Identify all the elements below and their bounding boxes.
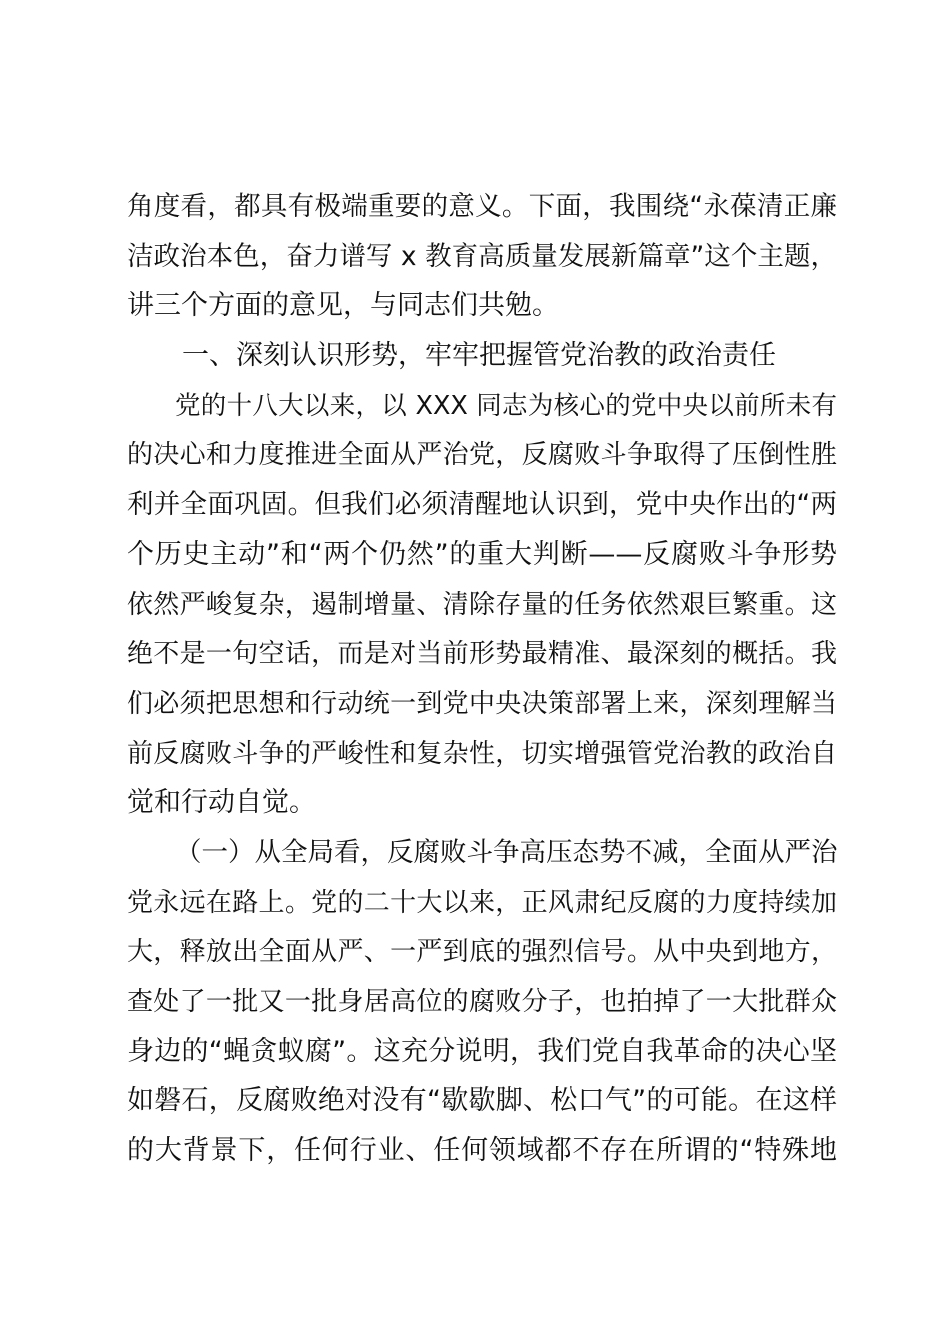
paragraph-line: 身边的“蝇贪蚁腐”。这充分说明，我们党自我革命的决心坚 bbox=[127, 1036, 837, 1067]
paragraph-line: 角度看，都具有极端重要的意义。下面，我围绕“永葆清正廉 bbox=[127, 191, 837, 222]
paragraph-line: 洁政治本色，奋力谱写 x 教育高质量发展新篇章”这个主题， bbox=[127, 241, 837, 272]
paragraph-line: 依然严峻复杂，遏制增量、清除存量的任务依然艰巨繁重。这 bbox=[127, 590, 837, 620]
paragraph-line: 的大背景下，任何行业、任何领域都不存在所谓的“特殊地 bbox=[127, 1135, 837, 1166]
paragraph-line: 如磐石，反腐败绝对没有“歇歇脚、松口气”的可能。在这样 bbox=[127, 1085, 837, 1116]
paragraph-line: 大，释放出全面从严、一严到底的强烈信号。从中央到地方， bbox=[127, 937, 837, 967]
paragraph-line: 前反腐败斗争的严峻性和复杂性，切实增强管党治教的政治自 bbox=[127, 739, 837, 769]
paragraph-line: 查处了一批又一批身居高位的腐败分子，也拍掉了一大批群众 bbox=[127, 987, 837, 1017]
paragraph-line: 党永远在路上。党的二十大以来，正风肃纪反腐的力度持续加 bbox=[127, 888, 837, 918]
paragraph-line: 绝不是一句空话，而是对当前形势最精准、最深刻的概括。我 bbox=[127, 639, 837, 669]
paragraph-line: 个历史主动”和“两个仍然”的重大判断——反腐败斗争形势 bbox=[127, 539, 837, 570]
paragraph-line: 的决心和力度推进全面从严治党，反腐败斗争取得了压倒性胜 bbox=[127, 440, 837, 470]
subsection-heading-line: （一）从全局看，反腐败斗争高压态势不减，全面从严治 bbox=[175, 837, 838, 868]
paragraph-line: 觉和行动自觉。 bbox=[127, 787, 316, 818]
paragraph-line: 利并全面巩固。但我们必须清醒地认识到，党中央作出的“两 bbox=[127, 489, 837, 520]
paragraph-line: 们必须把思想和行动统一到党中央决策部署上来，深刻理解当 bbox=[127, 689, 837, 719]
section-heading: 一、深刻认识形势，牢牢把握管党治教的政治责任 bbox=[182, 340, 776, 371]
paragraph-line: 党的十八大以来，以 XXX 同志为核心的党中央以前所未有 bbox=[175, 391, 837, 421]
paragraph-line: 讲三个方面的意见，与同志们共勉。 bbox=[127, 290, 559, 321]
